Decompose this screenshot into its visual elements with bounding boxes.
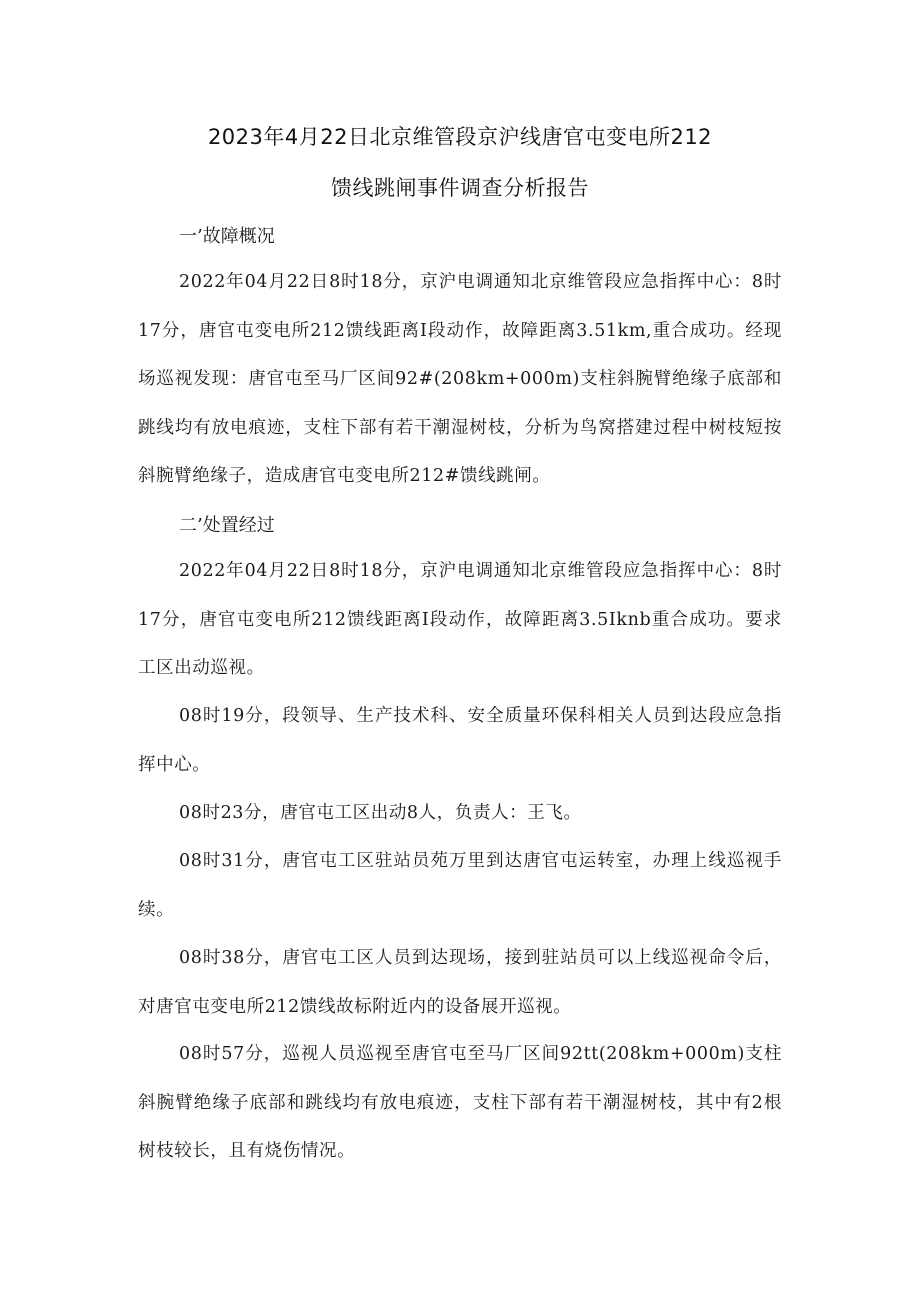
paragraph-handling-0838: 08时38分，唐官屯工区人员到达现场，接到驻站员可以上线巡视命令后，对唐官屯变电所212馈线故标附近内的设备展开巡视。 <box>138 948 782 1017</box>
document-title-line-2: 馈线跳闸事件调查分析报告 <box>331 176 589 200</box>
section-heading-fault-overview: 一’故障概况 <box>179 226 275 247</box>
section-heading-handling-process: 二’处置经过 <box>179 515 275 536</box>
paragraph-handling-0857: 08时57分，巡视人员巡视至唐官屯至马厂区间92tt(208km+000m)支柱斜腕臂绝缘子底部和跳线均有放电痕迹，支柱下部有若干潮湿树枝，其中有2根树枝较长，且有烧伤情况。 <box>138 1044 782 1161</box>
paragraph-handling-0819: 08时19分，段领导、生产技术科、安全质量环保科相关人员到达段应急指挥中心。 <box>138 706 782 775</box>
paragraph-handling-notice: 2022年04月22日8时18分，京沪电调通知北京维管段应急指挥中心：8时17分，唐官屯变电所212馈线距离I段动作，故障距离3.5Iknb重合成功。要求工区出动巡视。 <box>138 561 782 678</box>
paragraph-fault-overview: 2022年04月22日8时18分，京沪电调通知北京维管段应急指挥中心：8时17分，唐官屯变电所212馈线距离I段动作，故障距离3.51km,重合成功。经现场巡视发现：唐官屯至马厂区间92#(208km+000m)支柱斜腕臂绝缘子底部和跳线均有放电痕迹，支柱下部有若干潮湿树枝，分析为鸟窝搭建过程中树枝短按斜腕臂绝缘子，造成唐官屯变电所212#馈线跳闸。 <box>138 272 782 486</box>
paragraph-handling-0831: 08时31分，唐官屯工区驻站员苑万里到达唐官屯运转室，办理上线巡视手续。 <box>138 851 782 920</box>
paragraph-handling-0823: 08时23分，唐官屯工区出动8人，负责人：王飞。 <box>179 803 582 823</box>
document-title-line-1: 2023年4月22日北京维管段京沪线唐官屯变电所212 <box>207 125 713 149</box>
